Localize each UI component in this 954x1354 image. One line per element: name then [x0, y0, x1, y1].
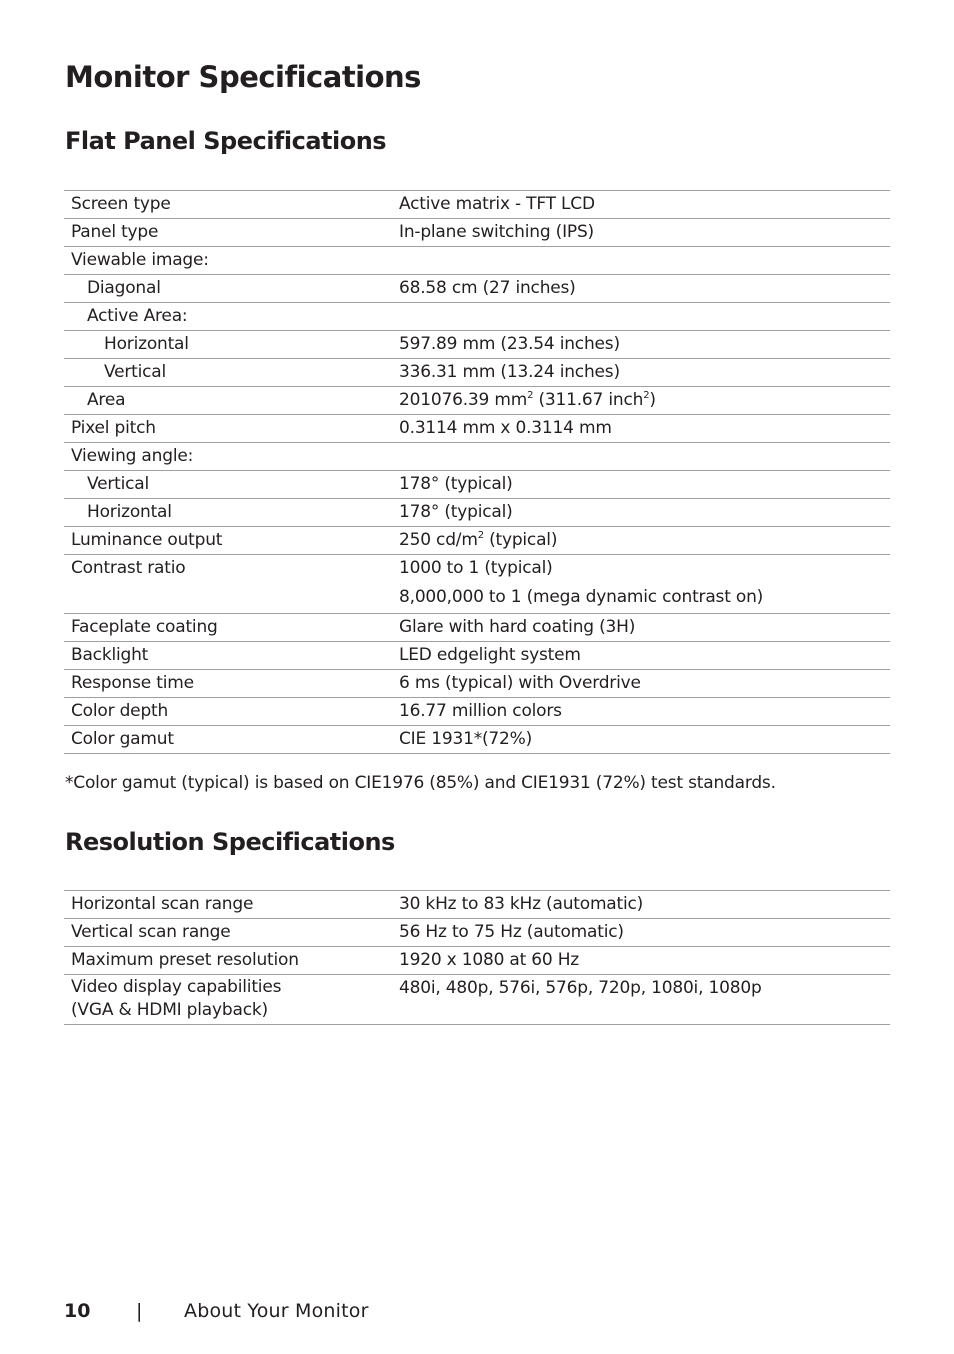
- spec-label: Contrast ratio: [64, 555, 399, 614]
- page-title: Monitor Specifications: [65, 60, 421, 94]
- superscript: 2: [477, 530, 484, 541]
- resolution-spec-table: [64, 890, 890, 1025]
- spec-value: 16.77 million colors: [399, 698, 890, 726]
- color-gamut-footnote: *Color gamut (typical) is based on CIE1976 (85%) and CIE1931 (72%) test standards.: [65, 773, 776, 793]
- spec-label: Horizontal: [64, 499, 399, 527]
- chapter-title: About Your Monitor: [184, 1300, 369, 1322]
- spec-label: Horizontal: [64, 331, 399, 359]
- area-value-inch: (311.67 inch: [533, 390, 644, 410]
- contrast-dynamic: 8,000,000 to 1 (mega dynamic contrast on): [399, 587, 764, 607]
- table-row: [64, 387, 890, 415]
- superscript: 2: [643, 390, 650, 401]
- table-row: [64, 555, 890, 614]
- spec-label: Maximum preset resolution: [64, 947, 399, 975]
- spec-label: Active Area:: [64, 303, 399, 331]
- table-row: [64, 670, 890, 698]
- spec-label: Area: [64, 387, 399, 415]
- spec-value: 0.3114 mm x 0.3114 mm: [399, 415, 890, 443]
- spec-label: Vertical scan range: [64, 919, 399, 947]
- spec-value: 597.89 mm (23.54 inches): [399, 331, 890, 359]
- spec-value: 30 kHz to 83 kHz (automatic): [399, 891, 890, 919]
- table-row: [64, 891, 890, 919]
- spec-value: Glare with hard coating (3H): [399, 614, 890, 642]
- spec-value: 56 Hz to 75 Hz (automatic): [399, 919, 890, 947]
- spec-label: Pixel pitch: [64, 415, 399, 443]
- table-row: [64, 303, 890, 331]
- flat-panel-section-title: Flat Panel Specifications: [65, 127, 387, 155]
- table-row: [64, 247, 890, 275]
- spec-label: Viewable image:: [64, 247, 399, 275]
- luminance-qualifier: (typical): [483, 530, 558, 550]
- flat-panel-spec-table: [64, 190, 890, 754]
- spec-value: [399, 387, 890, 415]
- table-row: [64, 275, 890, 303]
- table-row: [64, 359, 890, 387]
- table-row: [64, 415, 890, 443]
- closing-paren: ): [649, 390, 656, 410]
- spec-label: Horizontal scan range: [64, 891, 399, 919]
- luminance-value: 250 cd/m: [399, 530, 478, 550]
- spec-value: 336.31 mm (13.24 inches): [399, 359, 890, 387]
- contrast-typical: 1000 to 1 (typical): [399, 558, 553, 578]
- table-row: [64, 975, 890, 1025]
- spec-value: [399, 527, 890, 555]
- superscript: 2: [527, 390, 534, 401]
- table-row: [64, 947, 890, 975]
- spec-label: Vertical: [64, 359, 399, 387]
- table-row: [64, 527, 890, 555]
- table-row: [64, 614, 890, 642]
- table-row: [64, 726, 890, 754]
- spec-value: 68.58 cm (27 inches): [399, 275, 890, 303]
- spec-label: Faceplate coating: [64, 614, 399, 642]
- table-row: [64, 698, 890, 726]
- footer-separator: |: [136, 1300, 143, 1322]
- table-row: [64, 191, 890, 219]
- spec-label-line2: (VGA & HDMI playback): [71, 1000, 268, 1020]
- table-row: [64, 471, 890, 499]
- spec-label: [64, 975, 399, 1025]
- area-value-mm: 201076.39 mm: [399, 390, 528, 410]
- spec-label: Luminance output: [64, 527, 399, 555]
- spec-value: [399, 247, 890, 275]
- table-row: [64, 642, 890, 670]
- spec-label: Color depth: [64, 698, 399, 726]
- table-row: [64, 331, 890, 359]
- spec-value: 480i, 480p, 576i, 576p, 720p, 1080i, 1080p: [399, 975, 890, 1025]
- table-row: [64, 443, 890, 471]
- spec-value: In-plane switching (IPS): [399, 219, 890, 247]
- spec-value: Active matrix - TFT LCD: [399, 191, 890, 219]
- table-row: [64, 919, 890, 947]
- spec-value: [399, 303, 890, 331]
- spec-value: [399, 555, 890, 614]
- spec-label: Color gamut: [64, 726, 399, 754]
- spec-value: 1920 x 1080 at 60 Hz: [399, 947, 890, 975]
- spec-value: CIE 1931*(72%): [399, 726, 890, 754]
- spec-value: 178° (typical): [399, 499, 890, 527]
- spec-label: Diagonal: [64, 275, 399, 303]
- spec-value: 6 ms (typical) with Overdrive: [399, 670, 890, 698]
- resolution-section-title: Resolution Specifications: [65, 828, 395, 856]
- spec-label: Vertical: [64, 471, 399, 499]
- spec-label: Screen type: [64, 191, 399, 219]
- table-row: [64, 499, 890, 527]
- spec-label: Viewing angle:: [64, 443, 399, 471]
- page-number: 10: [64, 1300, 91, 1322]
- table-row: [64, 219, 890, 247]
- spec-label: Panel type: [64, 219, 399, 247]
- spec-label-line1: Video display capabilities: [71, 977, 282, 997]
- spec-value: LED edgelight system: [399, 642, 890, 670]
- spec-value: 178° (typical): [399, 471, 890, 499]
- spec-label: Response time: [64, 670, 399, 698]
- spec-label: Backlight: [64, 642, 399, 670]
- spec-value: [399, 443, 890, 471]
